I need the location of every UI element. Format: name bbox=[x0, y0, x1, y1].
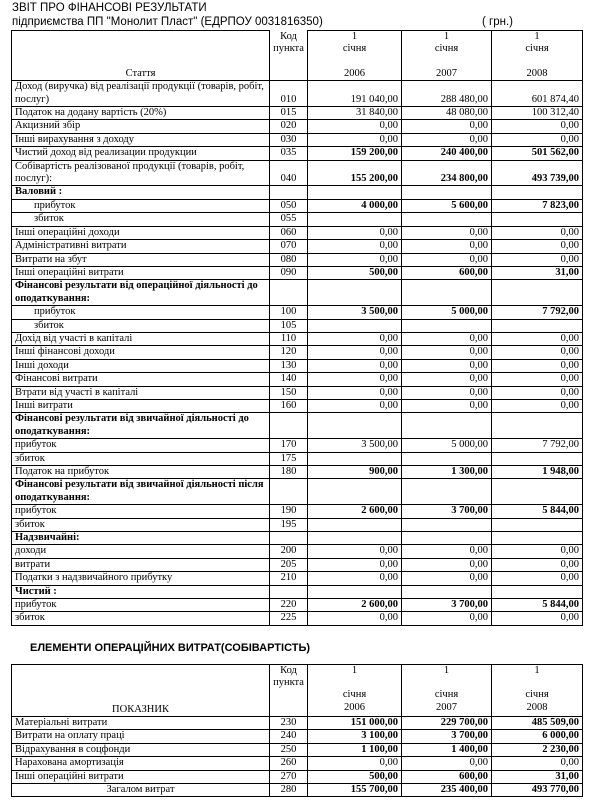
row-code: 035 bbox=[270, 147, 308, 160]
table-row bbox=[12, 784, 583, 797]
row-value: 0,00 bbox=[308, 373, 402, 386]
row-value: 2 230,00 bbox=[492, 743, 583, 756]
table-row bbox=[12, 532, 583, 545]
table-row bbox=[12, 120, 583, 133]
row-value: 493 739,00 bbox=[492, 160, 583, 186]
row-value: 0,00 bbox=[308, 386, 402, 399]
row-label: Втрати від участі в капіталі bbox=[12, 386, 270, 399]
row-value: 0,00 bbox=[402, 757, 492, 770]
row-value: 0,00 bbox=[308, 133, 402, 146]
row-code: 200 bbox=[270, 545, 308, 558]
table2-header-row bbox=[12, 665, 583, 717]
row-value: 3 700,00 bbox=[402, 599, 492, 612]
row-value: 288 480,00 bbox=[402, 81, 492, 107]
row-value: 0,00 bbox=[492, 612, 583, 625]
row-label: Дохід від участі в капіталі bbox=[12, 332, 270, 345]
row-value bbox=[492, 452, 583, 465]
row-label: Податок на прибуток bbox=[12, 466, 270, 479]
operating-costs-table bbox=[11, 664, 583, 797]
row-value bbox=[308, 186, 402, 199]
row-value bbox=[308, 585, 402, 598]
table-row bbox=[12, 452, 583, 465]
row-value bbox=[492, 319, 583, 332]
row-value bbox=[402, 452, 492, 465]
row-label: Податок на додану вартість (20%) bbox=[12, 107, 270, 120]
table-row bbox=[12, 399, 583, 412]
row-value: 240 400,00 bbox=[402, 147, 492, 160]
row-label: збиток bbox=[12, 518, 270, 531]
row-value bbox=[308, 452, 402, 465]
row-value bbox=[402, 319, 492, 332]
row-label: збиток bbox=[12, 612, 270, 625]
row-value: 3 100,00 bbox=[308, 730, 402, 743]
table-row bbox=[12, 518, 583, 531]
row-value: 0,00 bbox=[492, 399, 583, 412]
table-row bbox=[12, 186, 583, 199]
row-value: 0,00 bbox=[492, 373, 583, 386]
row-value: 0,00 bbox=[492, 253, 583, 266]
row-value: 0,00 bbox=[492, 558, 583, 571]
row-value: 0,00 bbox=[402, 346, 492, 359]
row-value bbox=[308, 479, 402, 505]
table-row bbox=[12, 757, 583, 770]
row-value: 0,00 bbox=[492, 120, 583, 133]
row-value: 0,00 bbox=[308, 226, 402, 239]
row-label: Собівартість реалізованої продукції (товарів, робіт, послуг): bbox=[12, 160, 270, 186]
row-value: 0,00 bbox=[492, 572, 583, 585]
row-value: 0,00 bbox=[402, 399, 492, 412]
row-value: 1 948,00 bbox=[492, 466, 583, 479]
row-label: збиток bbox=[12, 213, 270, 226]
row-value bbox=[492, 213, 583, 226]
row-value: 0,00 bbox=[308, 359, 402, 372]
table-row bbox=[12, 319, 583, 332]
row-value: 0,00 bbox=[492, 359, 583, 372]
table-row bbox=[12, 386, 583, 399]
row-value: 48 080,00 bbox=[402, 107, 492, 120]
row-value: 601 874,40 bbox=[492, 81, 583, 107]
row-label: прибуток bbox=[12, 439, 270, 452]
row-value: 0,00 bbox=[402, 133, 492, 146]
row-value: 0,00 bbox=[402, 253, 492, 266]
row-value: 0,00 bbox=[308, 240, 402, 253]
row-value: 235 400,00 bbox=[402, 784, 492, 797]
row-value: 0,00 bbox=[492, 757, 583, 770]
row-code: 180 bbox=[270, 466, 308, 479]
table-row bbox=[12, 81, 583, 107]
table-row bbox=[12, 359, 583, 372]
row-label: Доход (виручка) від реалізації продукції (товарів, робіт, послуг) bbox=[12, 81, 270, 107]
row-value: 6 000,00 bbox=[492, 730, 583, 743]
row-value: 229 700,00 bbox=[402, 717, 492, 730]
row-value: 493 770,00 bbox=[492, 784, 583, 797]
table-header-row bbox=[12, 31, 583, 81]
row-code bbox=[270, 585, 308, 598]
row-value bbox=[402, 280, 492, 306]
row-code bbox=[270, 479, 308, 505]
row-label: Витрати на оплату праці bbox=[12, 730, 270, 743]
table-row bbox=[12, 439, 583, 452]
row-value bbox=[308, 518, 402, 531]
row-code: 210 bbox=[270, 572, 308, 585]
row-label: Інші витрати bbox=[12, 399, 270, 412]
row-value: 600,00 bbox=[402, 770, 492, 783]
row-label: Загалом витрат bbox=[12, 784, 270, 797]
row-value: 0,00 bbox=[402, 558, 492, 571]
table-row bbox=[12, 717, 583, 730]
row-code: 250 bbox=[270, 743, 308, 756]
row-code: 070 bbox=[270, 240, 308, 253]
row-code: 030 bbox=[270, 133, 308, 146]
row-code: 050 bbox=[270, 199, 308, 212]
row-value: 5 844,00 bbox=[492, 505, 583, 518]
row-label: Фінансові витрати bbox=[12, 373, 270, 386]
table-row bbox=[12, 572, 583, 585]
currency-unit: ( грн.) bbox=[482, 16, 513, 28]
table-row bbox=[12, 280, 583, 306]
table-row bbox=[12, 253, 583, 266]
row-value: 0,00 bbox=[308, 332, 402, 345]
row-value bbox=[492, 518, 583, 531]
row-label: Фінансові результати від звичайної діяльності до оподаткування: bbox=[12, 413, 270, 439]
row-code: 225 bbox=[270, 612, 308, 625]
row-value: 0,00 bbox=[492, 545, 583, 558]
row-value bbox=[308, 213, 402, 226]
row-value bbox=[492, 280, 583, 306]
col-period-2008: 1 січня 2008 bbox=[492, 31, 583, 81]
row-value bbox=[492, 479, 583, 505]
row-value: 0,00 bbox=[492, 346, 583, 359]
row-value: 0,00 bbox=[308, 253, 402, 266]
row-label: збиток bbox=[12, 452, 270, 465]
table-row bbox=[12, 505, 583, 518]
table-row bbox=[12, 213, 583, 226]
row-value: 0,00 bbox=[402, 612, 492, 625]
row-value: 0,00 bbox=[308, 572, 402, 585]
table-row bbox=[12, 133, 583, 146]
company-line: підприємства ПП "Монолит Пласт" (ЕДРПОУ 0031816350) bbox=[12, 16, 323, 28]
row-label: Інші фінансові доходи bbox=[12, 346, 270, 359]
col-code-header: Код пункта bbox=[270, 665, 308, 717]
row-value: 7 792,00 bbox=[492, 306, 583, 319]
row-label: Податки з надзвичайного прибутку bbox=[12, 572, 270, 585]
row-code: 055 bbox=[270, 213, 308, 226]
row-code: 105 bbox=[270, 319, 308, 332]
row-value: 500,00 bbox=[308, 266, 402, 279]
row-label: прибуток bbox=[12, 599, 270, 612]
row-value bbox=[492, 413, 583, 439]
row-value: 1 400,00 bbox=[402, 743, 492, 756]
row-value: 7 823,00 bbox=[492, 199, 583, 212]
row-value: 151 000,00 bbox=[308, 717, 402, 730]
row-value bbox=[402, 479, 492, 505]
table-row bbox=[12, 266, 583, 279]
table-row bbox=[12, 585, 583, 598]
row-value: 501 562,00 bbox=[492, 147, 583, 160]
row-code: 190 bbox=[270, 505, 308, 518]
row-value: 0,00 bbox=[308, 612, 402, 625]
row-label: прибуток bbox=[12, 306, 270, 319]
row-value: 0,00 bbox=[402, 332, 492, 345]
table-row bbox=[12, 107, 583, 120]
row-value: 485 509,00 bbox=[492, 717, 583, 730]
table-row bbox=[12, 160, 583, 186]
row-label: Інші операційні витрати bbox=[12, 770, 270, 783]
table-row bbox=[12, 199, 583, 212]
row-code: 010 bbox=[270, 81, 308, 107]
row-label: Фінансові результати від операційної діяльності до оподаткування: bbox=[12, 280, 270, 306]
row-value bbox=[402, 213, 492, 226]
row-value: 5 600,00 bbox=[402, 199, 492, 212]
row-value bbox=[402, 186, 492, 199]
row-value: 3 500,00 bbox=[308, 306, 402, 319]
table-row bbox=[12, 770, 583, 783]
row-code: 060 bbox=[270, 226, 308, 239]
row-code bbox=[270, 532, 308, 545]
row-value: 0,00 bbox=[402, 240, 492, 253]
row-value: 155 200,00 bbox=[308, 160, 402, 186]
row-value: 0,00 bbox=[492, 240, 583, 253]
row-value: 0,00 bbox=[308, 346, 402, 359]
row-label: Витрати на збут bbox=[12, 253, 270, 266]
table-row bbox=[12, 240, 583, 253]
row-value: 234 800,00 bbox=[402, 160, 492, 186]
col-code-header: Код пункта bbox=[270, 31, 308, 81]
row-value: 3 700,00 bbox=[402, 730, 492, 743]
row-code: 230 bbox=[270, 717, 308, 730]
row-label: доходи bbox=[12, 545, 270, 558]
row-value: 7 792,00 bbox=[492, 439, 583, 452]
row-code: 220 bbox=[270, 599, 308, 612]
row-value: 100 312,40 bbox=[492, 107, 583, 120]
row-code: 175 bbox=[270, 452, 308, 465]
row-value: 4 000,00 bbox=[308, 199, 402, 212]
table-row bbox=[12, 413, 583, 439]
row-label: Інші доходи bbox=[12, 359, 270, 372]
row-value bbox=[402, 413, 492, 439]
table-row bbox=[12, 346, 583, 359]
row-code: 110 bbox=[270, 332, 308, 345]
col-period-2006: 1 січня 2006 bbox=[308, 31, 402, 81]
row-value: 31 840,00 bbox=[308, 107, 402, 120]
row-code: 100 bbox=[270, 306, 308, 319]
report-title: ЗВІТ ПРО ФІНАНСОВІ РЕЗУЛЬТАТИ bbox=[12, 2, 207, 14]
row-value bbox=[492, 186, 583, 199]
row-label: Адміністративні витрати bbox=[12, 240, 270, 253]
row-code: 160 bbox=[270, 399, 308, 412]
table-row bbox=[12, 226, 583, 239]
row-code: 170 bbox=[270, 439, 308, 452]
row-label: Інші операційні витрати bbox=[12, 266, 270, 279]
row-label: Відрахування в соцфонди bbox=[12, 743, 270, 756]
row-label: Чистий : bbox=[12, 585, 270, 598]
row-code: 130 bbox=[270, 359, 308, 372]
row-value: 0,00 bbox=[492, 332, 583, 345]
row-value: 2 600,00 bbox=[308, 599, 402, 612]
row-value: 0,00 bbox=[402, 359, 492, 372]
row-value: 0,00 bbox=[308, 399, 402, 412]
row-value: 155 700,00 bbox=[308, 784, 402, 797]
row-value: 600,00 bbox=[402, 266, 492, 279]
row-value: 0,00 bbox=[492, 226, 583, 239]
row-code: 205 bbox=[270, 558, 308, 571]
row-value: 5 000,00 bbox=[402, 306, 492, 319]
row-value: 5 844,00 bbox=[492, 599, 583, 612]
row-code: 240 bbox=[270, 730, 308, 743]
row-label: Чистий доход від реализации продукции bbox=[12, 147, 270, 160]
row-value: 1 100,00 bbox=[308, 743, 402, 756]
row-value bbox=[308, 319, 402, 332]
row-value: 0,00 bbox=[308, 558, 402, 571]
row-value: 1 300,00 bbox=[402, 466, 492, 479]
table-row bbox=[12, 558, 583, 571]
row-value bbox=[308, 532, 402, 545]
row-code: 020 bbox=[270, 120, 308, 133]
row-code: 080 bbox=[270, 253, 308, 266]
row-value bbox=[308, 280, 402, 306]
col-article-header: Стаття bbox=[12, 31, 270, 81]
table-row bbox=[12, 730, 583, 743]
table-row bbox=[12, 373, 583, 386]
row-value: 0,00 bbox=[308, 545, 402, 558]
row-value: 159 200,00 bbox=[308, 147, 402, 160]
row-value: 3 500,00 bbox=[308, 439, 402, 452]
row-value bbox=[402, 518, 492, 531]
row-code: 150 bbox=[270, 386, 308, 399]
row-code bbox=[270, 186, 308, 199]
row-value: 191 040,00 bbox=[308, 81, 402, 107]
table-row bbox=[12, 332, 583, 345]
row-value: 0,00 bbox=[402, 545, 492, 558]
row-value: 31,00 bbox=[492, 770, 583, 783]
row-code: 140 bbox=[270, 373, 308, 386]
table-row bbox=[12, 466, 583, 479]
row-value: 0,00 bbox=[308, 120, 402, 133]
col-period-2007: 1 січня 2007 bbox=[402, 665, 492, 717]
table-row bbox=[12, 612, 583, 625]
row-label: прибуток bbox=[12, 199, 270, 212]
col-indicator-header: ПОКАЗНИК bbox=[12, 665, 270, 717]
row-label: збиток bbox=[12, 319, 270, 332]
row-label: витрати bbox=[12, 558, 270, 571]
row-code bbox=[270, 280, 308, 306]
row-code: 090 bbox=[270, 266, 308, 279]
row-label: Інші вирахування з доходу bbox=[12, 133, 270, 146]
row-value: 5 000,00 bbox=[402, 439, 492, 452]
col-period-2008: 1 січня 2008 bbox=[492, 665, 583, 717]
row-value bbox=[402, 532, 492, 545]
row-value: 0,00 bbox=[492, 386, 583, 399]
table-row bbox=[12, 306, 583, 319]
row-value bbox=[402, 585, 492, 598]
table-row bbox=[12, 147, 583, 160]
row-label: Матеріальні витрати bbox=[12, 717, 270, 730]
row-value: 0,00 bbox=[492, 133, 583, 146]
row-label: прибуток bbox=[12, 505, 270, 518]
row-code: 195 bbox=[270, 518, 308, 531]
row-code: 270 bbox=[270, 770, 308, 783]
row-value: 3 700,00 bbox=[402, 505, 492, 518]
row-label: Акцизний збір bbox=[12, 120, 270, 133]
row-code: 015 bbox=[270, 107, 308, 120]
row-value: 0,00 bbox=[308, 757, 402, 770]
row-value: 31,00 bbox=[492, 266, 583, 279]
row-value: 0,00 bbox=[402, 373, 492, 386]
row-code bbox=[270, 413, 308, 439]
row-label: Надзвичайні: bbox=[12, 532, 270, 545]
row-value: 0,00 bbox=[402, 226, 492, 239]
row-code: 260 bbox=[270, 757, 308, 770]
row-value: 0,00 bbox=[402, 120, 492, 133]
row-value bbox=[492, 532, 583, 545]
table-row bbox=[12, 743, 583, 756]
row-label: Валовий : bbox=[12, 186, 270, 199]
row-code: 280 bbox=[270, 784, 308, 797]
row-value: 0,00 bbox=[402, 572, 492, 585]
row-value bbox=[492, 585, 583, 598]
table-row bbox=[12, 479, 583, 505]
col-period-2007: 1 січня 2007 bbox=[402, 31, 492, 81]
table-row bbox=[12, 599, 583, 612]
row-value bbox=[308, 413, 402, 439]
row-label: Інші операційні доходи bbox=[12, 226, 270, 239]
row-value: 900,00 bbox=[308, 466, 402, 479]
table-row bbox=[12, 545, 583, 558]
row-value: 2 600,00 bbox=[308, 505, 402, 518]
row-label: Фінансові результати від звичайної діяльності після оподаткування: bbox=[12, 479, 270, 505]
row-code: 040 bbox=[270, 160, 308, 186]
col-period-2006: 1 січня 2006 bbox=[308, 665, 402, 717]
row-value: 500,00 bbox=[308, 770, 402, 783]
row-value: 0,00 bbox=[402, 386, 492, 399]
section2-title: ЕЛЕМЕНТИ ОПЕРАЦІЙНИХ ВИТРАТ(СОБІВАРТІСТЬ) bbox=[30, 642, 311, 654]
row-code: 120 bbox=[270, 346, 308, 359]
financial-results-table bbox=[11, 30, 583, 626]
row-label: Нарахована амортизація bbox=[12, 757, 270, 770]
